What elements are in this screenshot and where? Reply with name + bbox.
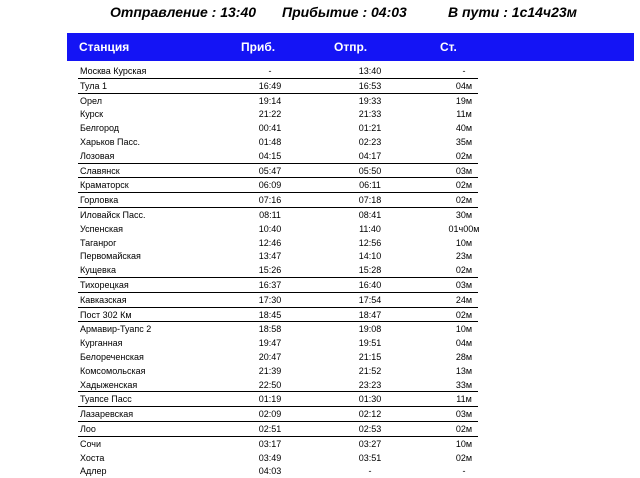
table-row <box>78 421 478 436</box>
stop-duration-cell: 23м <box>455 251 473 262</box>
stop-duration-cell: 24м <box>455 294 473 305</box>
table-row <box>78 249 478 263</box>
table-row <box>78 149 478 163</box>
station-cell: Кущевка <box>80 265 116 276</box>
stop-duration-cell: 04м <box>455 338 473 349</box>
station-cell: Таганрог <box>80 237 117 248</box>
departure-cell: 04:17 <box>358 150 382 161</box>
stop-duration-cell: 02м <box>455 452 473 463</box>
departure-cell: 19:08 <box>358 324 382 335</box>
departure-cell: 16:53 <box>358 80 382 91</box>
table-row <box>78 207 478 222</box>
table-row <box>78 436 478 451</box>
stop-duration-cell: 13м <box>455 365 473 376</box>
departure-cell: 11:40 <box>359 223 381 234</box>
table-row <box>78 121 478 135</box>
station-cell: Хоста <box>80 452 105 463</box>
station-cell: Хадыженская <box>80 379 138 390</box>
departure-cell: 19:33 <box>358 95 382 106</box>
arrival-cell: 08:11 <box>259 209 281 220</box>
departure-cell: 21:52 <box>358 365 382 376</box>
table-row <box>78 292 478 307</box>
station-cell: Тихорецкая <box>80 279 129 290</box>
stop-duration-cell: 02м <box>455 309 473 320</box>
departure-cell: 14:10 <box>358 251 382 262</box>
station-cell: Харьков Пасс. <box>80 136 141 147</box>
stop-duration-cell: 02м <box>455 150 473 161</box>
stop-duration-cell: 10м <box>455 438 473 449</box>
duration-summary: В пути : 1с14ч23м <box>448 4 578 20</box>
stop-duration-cell: 11м <box>456 109 472 120</box>
table-row <box>78 307 478 322</box>
departure-cell: 13:40 <box>358 66 382 76</box>
arrival-cell: 03:49 <box>258 452 282 463</box>
stop-duration-cell: 04м <box>455 80 473 91</box>
station-cell: Комсомольская <box>80 365 146 376</box>
arrival-summary: Прибытие : 04:03 <box>282 4 407 20</box>
departure-cell: 01:30 <box>358 394 382 405</box>
arrival-cell: 03:17 <box>258 438 282 449</box>
station-cell: Славянск <box>80 165 120 176</box>
departure-cell: 17:54 <box>358 294 382 305</box>
stop-duration-cell: 35м <box>455 136 473 147</box>
station-cell: Лоо <box>80 423 96 434</box>
arrival-cell: 18:58 <box>258 324 282 335</box>
arrival-cell: 21:22 <box>258 109 282 120</box>
table-row <box>78 451 478 465</box>
arrival-cell: 16:49 <box>258 80 282 91</box>
table-row <box>78 78 478 93</box>
table-row <box>78 192 478 207</box>
station-cell: Первомайская <box>80 251 141 262</box>
station-cell: Орел <box>80 95 102 106</box>
arrival-cell: 05:47 <box>258 165 282 176</box>
table-row <box>78 135 478 149</box>
station-cell: Москва Курская <box>80 66 147 76</box>
column-header-arrival: Приб. <box>241 40 276 54</box>
station-cell: Краматорск <box>80 180 129 191</box>
table-row <box>78 93 478 108</box>
arrival-cell: 13:47 <box>258 251 282 262</box>
stop-duration-cell: 02м <box>455 423 473 434</box>
station-cell: Курганная <box>80 338 123 349</box>
table-row <box>78 107 478 121</box>
table-header <box>67 33 634 61</box>
stop-duration-cell: 03м <box>455 409 473 420</box>
stop-duration-cell: 01ч00м <box>448 223 480 234</box>
station-cell: Лозовая <box>80 150 115 161</box>
table-row <box>78 64 478 78</box>
stop-duration-cell: 10м <box>455 324 473 335</box>
departure-cell: 07:18 <box>358 195 382 206</box>
table-row <box>78 378 478 392</box>
departure-cell: 23:23 <box>358 379 382 390</box>
table-row <box>78 321 478 336</box>
departure-cell: 18:47 <box>358 309 382 320</box>
column-header-stop: Ст. <box>440 40 457 54</box>
station-cell: Горловка <box>80 195 119 206</box>
stop-duration-cell: 03м <box>455 165 473 176</box>
stop-duration-cell: 28м <box>455 351 473 362</box>
departure-summary: Отправление : 13:40 <box>110 4 257 20</box>
departure-cell: 08:41 <box>358 209 382 220</box>
table-row <box>78 177 478 192</box>
departure-cell: 21:15 <box>358 351 382 362</box>
table-row <box>78 391 478 406</box>
arrival-cell: 21:39 <box>258 365 282 376</box>
table-row <box>78 364 478 378</box>
stop-duration-cell: 30м <box>455 209 473 220</box>
table-row <box>78 350 478 364</box>
departure-cell: 03:27 <box>358 438 382 449</box>
arrival-cell: 00:41 <box>258 123 282 134</box>
station-cell: Тула 1 <box>80 80 108 91</box>
departure-cell: 19:51 <box>358 338 382 349</box>
column-header-station: Станция <box>79 40 130 54</box>
arrival-cell: 01:48 <box>258 136 282 147</box>
table-row <box>78 336 478 350</box>
station-cell: Армавир-Туапс 2 <box>80 324 152 335</box>
station-cell: Лазаревская <box>80 409 134 420</box>
table-row <box>78 222 478 236</box>
station-cell: Туапсе Пасс <box>80 394 132 405</box>
departure-cell: 21:33 <box>358 109 382 120</box>
arrival-cell: 02:09 <box>258 409 282 420</box>
table-row <box>78 263 478 277</box>
arrival-cell: 15:26 <box>258 265 282 276</box>
stop-duration-cell: 19м <box>455 95 473 106</box>
arrival-cell: 06:09 <box>258 180 282 191</box>
departure-cell: 12:56 <box>358 237 382 248</box>
departure-cell: 02:23 <box>358 136 382 147</box>
arrival-cell: 19:47 <box>258 338 282 349</box>
stop-duration-cell: 02м <box>455 265 473 276</box>
arrival-cell: 04:03 <box>258 466 282 477</box>
table-row <box>78 406 478 421</box>
departure-cell: - <box>368 466 372 477</box>
schedule-table <box>78 64 478 478</box>
departure-cell: 01:21 <box>358 123 382 134</box>
arrival-cell: - <box>268 66 272 76</box>
departure-cell: 02:12 <box>358 409 382 420</box>
arrival-cell: 10:40 <box>258 223 282 234</box>
station-cell: Пост 302 Км <box>80 309 132 320</box>
arrival-cell: 02:51 <box>258 423 282 434</box>
arrival-cell: 12:46 <box>258 237 282 248</box>
station-cell: Сочи <box>80 438 102 449</box>
stop-duration-cell: 40м <box>455 123 473 134</box>
station-cell: Адлер <box>80 466 107 477</box>
stop-duration-cell: - <box>462 466 466 477</box>
departure-cell: 15:28 <box>358 265 382 276</box>
departure-cell: 05:50 <box>358 165 382 176</box>
table-row <box>78 163 478 178</box>
departure-cell: 03:51 <box>358 452 382 463</box>
arrival-cell: 04:15 <box>258 150 282 161</box>
departure-cell: 16:40 <box>358 279 382 290</box>
departure-cell: 02:53 <box>358 423 382 434</box>
departure-cell: 06:11 <box>359 180 381 191</box>
stop-duration-cell: 02м <box>455 195 473 206</box>
stop-duration-cell: 10м <box>455 237 473 248</box>
stop-duration-cell: - <box>462 66 466 76</box>
arrival-cell: 16:37 <box>258 279 282 290</box>
arrival-cell: 07:16 <box>258 195 282 206</box>
station-cell: Иловайск Пасс. <box>80 209 146 220</box>
station-cell: Успенская <box>80 223 123 234</box>
trip-summary <box>0 4 640 22</box>
station-cell: Кавказская <box>80 294 127 305</box>
arrival-cell: 01:19 <box>258 394 282 405</box>
arrival-cell: 19:14 <box>258 95 282 106</box>
stop-duration-cell: 02м <box>455 180 473 191</box>
table-row <box>78 236 478 250</box>
stop-duration-cell: 33м <box>455 379 473 390</box>
table-row <box>78 464 478 478</box>
stop-duration-cell: 11м <box>456 394 472 405</box>
column-header-departure: Отпр. <box>334 40 368 54</box>
arrival-cell: 22:50 <box>258 379 282 390</box>
station-cell: Белореченская <box>80 351 144 362</box>
station-cell: Курск <box>80 109 104 120</box>
arrival-cell: 17:30 <box>258 294 282 305</box>
arrival-cell: 20:47 <box>258 351 282 362</box>
table-row <box>78 277 478 292</box>
station-cell: Белгород <box>80 123 120 134</box>
stop-duration-cell: 03м <box>455 279 473 290</box>
arrival-cell: 18:45 <box>258 309 282 320</box>
